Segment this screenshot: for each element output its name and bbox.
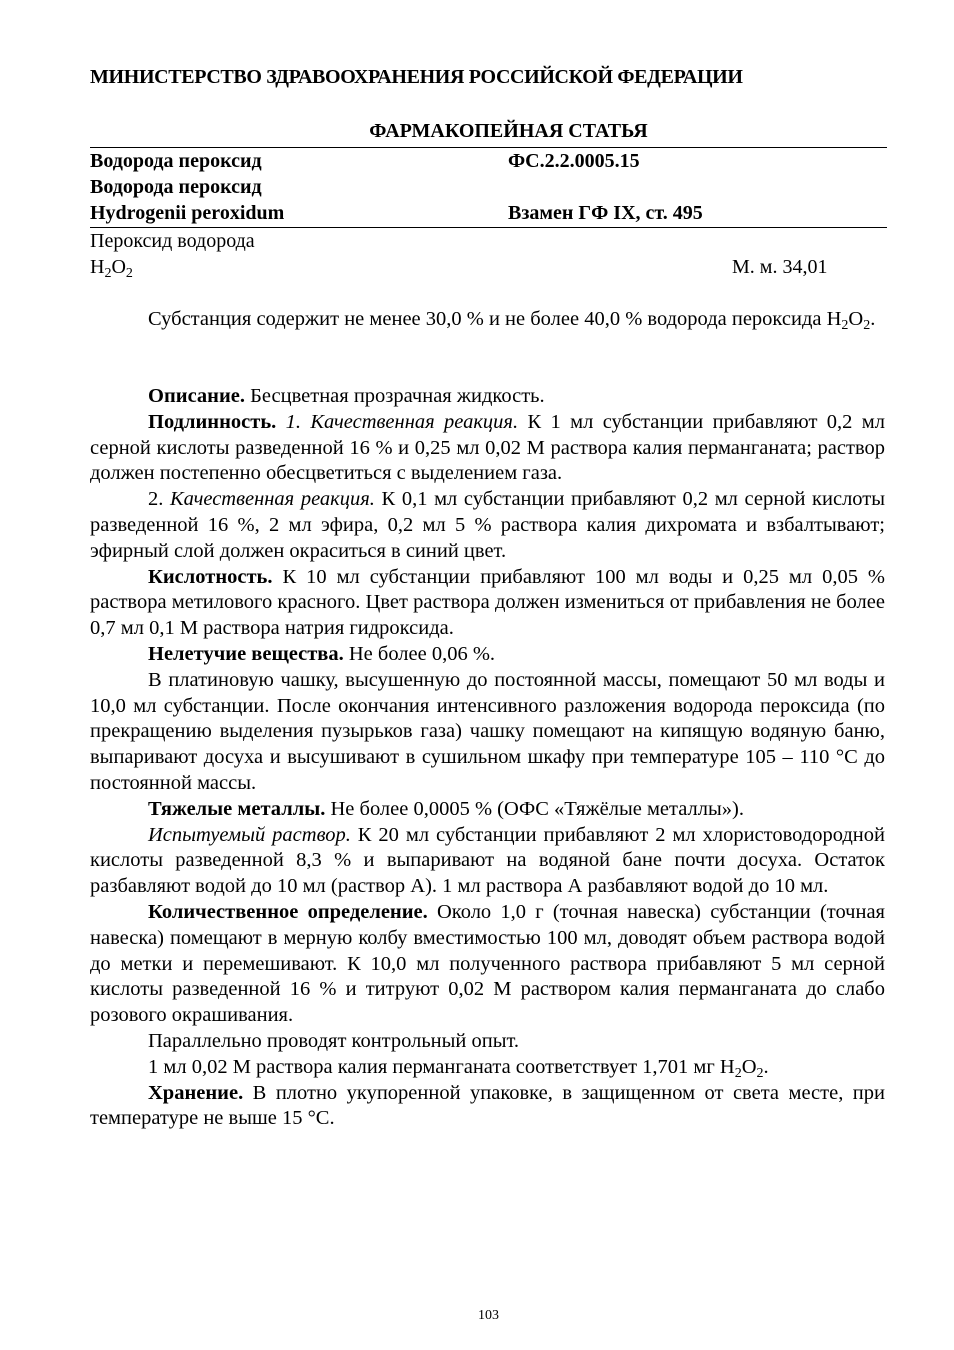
monograph-body [90,384,885,1132]
article-title: ФАРМАКОПЕЙНАЯ СТАТЬЯ [369,120,648,142]
replaces-note: Взамен ГФ IX, ст. 495 [508,202,703,224]
assay-paragraph: Количественное определение. Около 1,0 г (точная навеска) субстанции (точная навеска) помещают в мерную колбу вместимостью 100 мл, доводят объем раствора водой до метки и перемешивают. К 10,0 мл полученного раствора прибавляют 5 мл серной кислоты разведенной 16 % и титруют 0,02 М раствором калия перманганата до слабо розового окрашивания. [90,900,885,1027]
name-latin: Hydrogenii peroxidum [90,202,285,224]
ministry-heading: МИНИСТЕРСТВО ЗДРАВООХРАНЕНИЯ РОССИЙСКОЙ ФЕДЕРАЦИИ [90,66,743,88]
heavy-metals-paragraph: Тяжелые металлы. Не более 0,0005 % (ОФС «Тяжёлые металлы»). [148,797,744,820]
name-ru-1: Водорода пероксид [90,150,262,172]
equivalence-paragraph: 1 мл 0,02 М раствора калия перманганата соответствует 1,701 мг $H_2O_2$. [148,1055,769,1081]
document-page [90,0,887,1350]
intro-section [90,307,885,333]
page-number: 103 [478,1308,499,1323]
name-ru-2: Водорода пероксид [90,176,262,198]
identity-paragraph-1: Подлинность. 1. Качественная реакция. К 1 мл субстанции прибавляют 0,2 мл серной кислоты разведенной 16 % и 0,25 мл 0,02 М раствора калия перманганата; раствор должен постепенно обесцветиться с выделением газа. [90,410,885,485]
article-code: ФС.2.2.0005.15 [508,150,640,172]
synonym: Пероксид водорода [90,230,255,252]
nonvolatile-method-paragraph: В платиновую чашку, высушенную до постоянной массы, помещают 50 мл воды и 10,0 мл субстанции. После окончания интенсивного разложения водорода пероксида (по прекращению выделения пузырьков газа) чашку помещают на кипящую водяную баню, выпаривают досуха и высушивают в сушильном шкафу при температуре 105 – 110 °С до постоянной массы. [90,668,885,794]
test-solution-paragraph: Испытуемый раствор. К 20 мл субстанции прибавляют 2 мл хлористоводородной кислоты разведенной 8,3 % и выпаривают на водяной бане почти досуха. Остаток разбавляют водой до 10 мл (раствор А). 1 мл раствора А разбавляют водой до 10 мл. [90,823,885,898]
chemical-formula: $H_2O_2$ [90,256,133,281]
header-bottom-rule [90,227,887,228]
header-top-rule [90,147,887,148]
nonvolatile-paragraph: Нелетучие вещества. Не более 0,06 %. [148,642,496,665]
identity-paragraph-2: 2. Качественная реакция. К 0,1 мл субстанции прибавляют 0,2 мл серной кислоты разведенной 16 %, 2 мл эфира, 0,2 мл 5 % раствора калия дихромата и взбалтывают; эфирный слой должен окраситься в синий цвет. [90,488,886,562]
acidity-paragraph: Кислотность. К 10 мл субстанции прибавляют 100 мл воды и 0,25 мл 0,05 % раствора метилового красного. Цвет раствора должен измениться от прибавления не более 0,7 мл 0,1 М раствора натрия гидроксида. [90,565,885,640]
intro-paragraph: Субстанция содержит не менее 30,0 % и не более 40,0 % водорода пероксида $H_2O_2$. [148,308,876,333]
control-paragraph: Параллельно проводят контрольный опыт. [148,1029,520,1052]
storage-paragraph: Хранение. В плотно укупоренной упаковке, в защищенном от света месте, при температуре не выше 15 °С. [90,1081,885,1130]
description-paragraph: Описание. Бесцветная прозрачная жидкость. [148,385,545,407]
molecular-mass: М. м. 34,01 [732,256,828,278]
